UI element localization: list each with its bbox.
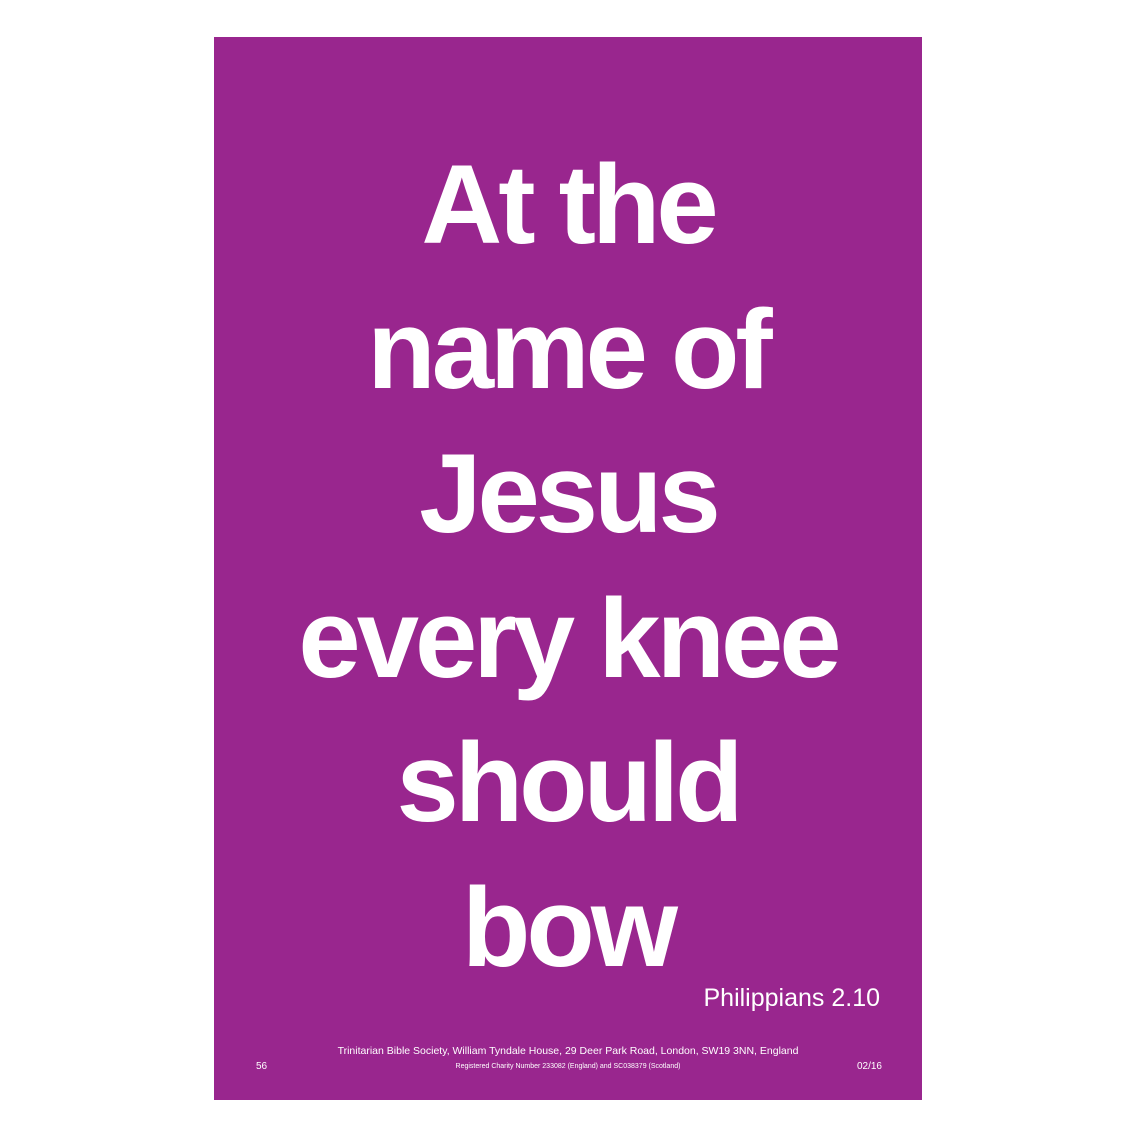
verse-line: should — [396, 720, 740, 845]
poster — [214, 37, 922, 1100]
verse-line: name of — [367, 286, 769, 412]
verse-line: bow — [462, 864, 674, 990]
scripture-reference: Philippians 2.10 — [703, 984, 880, 1012]
date-code: 02/16 — [856, 1061, 882, 1072]
charity-registration: Registered Charity Number 233082 (England) and SC038379 (Scotland) — [455, 1063, 681, 1070]
verse-text — [214, 133, 922, 1000]
verse-line: Jesus — [419, 431, 717, 556]
page-number: 56 — [256, 1061, 268, 1072]
publisher-address: Trinitarian Bible Society, William Tyndale House, 29 Deer Park Road, London, SW19 3NN, England — [337, 1045, 799, 1057]
verse-line: every knee — [298, 575, 838, 701]
verse-line: At the — [421, 142, 715, 267]
